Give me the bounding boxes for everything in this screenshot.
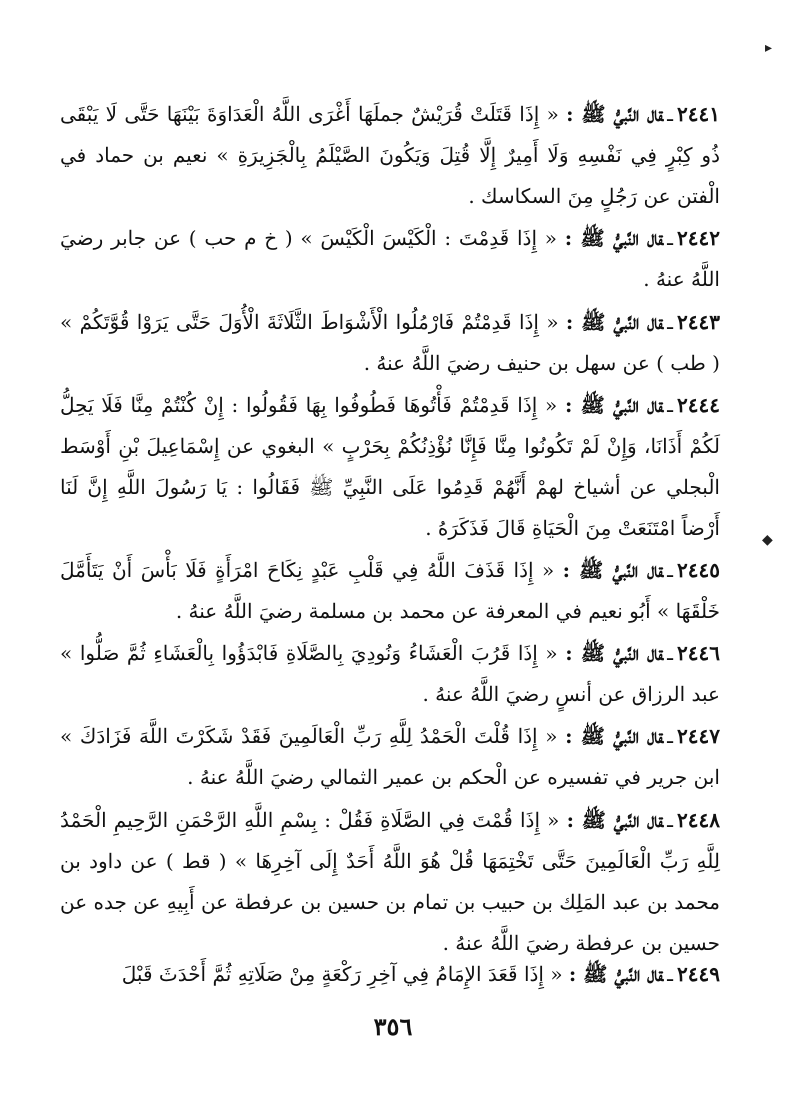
hadith-number: ٢٤٤٦: [677, 641, 720, 665]
speaker-label: قال النَّبيُّ ﷺ :: [565, 310, 664, 334]
separator: ـ: [667, 641, 674, 665]
hadith-2442: [60, 218, 720, 300]
hadith-text: « إِذَا قَدِمْتُمْ فَارْمُلُوا الْأَشْوَاطَ الثَّلَاثَةَ الْأُوَلَ حَتَّى يَرَوْا قُوَّتَكُمْ » ( طب ) عن سهل بن حنيف رضيَ اللَّهُ عنهُ .: [60, 310, 720, 375]
scan-mark: ▸: [765, 40, 773, 56]
hadith-2441: [60, 94, 720, 217]
hadith-number: ٢٤٤٩: [677, 962, 720, 986]
hadith-2443: [60, 302, 720, 384]
hadith-number: ٢٤٤٢: [677, 226, 720, 250]
speaker-label: قال النَّبيُّ ﷺ :: [565, 724, 664, 748]
separator: ـ: [667, 226, 674, 250]
hadith-2448: [60, 800, 720, 964]
hadith-number: ٢٤٤٨: [677, 808, 720, 832]
hadith-text: « إِذَا قَذَفَ اللَّهُ فِي قَلْبِ عَبْدٍ نِكَاحَ امْرَأَةٍ فَلَا بَأْسَ أَنْ يَتَأَمَّلَ خَلْقَهَا » أَبُو نعيم في المعرفة عن محمد بن مسلمة رضيَ اللَّهُ عنهُ .: [60, 558, 720, 623]
hadith-number: ٢٤٤٣: [677, 310, 720, 334]
hadith-text: « إِذَا قَتَلَتْ قُرَيْشٌ جملَهَا أَغْرَى اللَّهُ الْعَدَاوَةَ بَيْنَهَا حَتَّى لَا يَبْقَى ذُو كِبْرٍ فِي نَفْسِهِ وَلَا أَمِيرٌ إِلَّا قُتِلَ وَيَكُونَ الصَّيْلَمُ بِالْجَزِيرَةِ » نعيم بن حماد في الْفتن عن رَجُلٍ مِنَ السكاسك .: [60, 102, 720, 208]
hadith-number: ٢٤٤٤: [677, 393, 720, 417]
hadith-text: « إِذَا قَرُبَ الْعَشَاءُ وَنُودِيَ بِالصَّلَاةِ فَابْدَؤُوا بِالْعَشَاءِ ثُمَّ صَلُّوا » عبد الرزاق عن أنسٍ رضيَ اللَّهُ عنهُ .: [60, 641, 720, 706]
speaker-label: قال النَّبيُّ ﷺ :: [564, 226, 664, 250]
separator: ـ: [667, 724, 674, 748]
scan-mark: ◆: [762, 532, 773, 548]
hadith-number: ٢٤٤١: [677, 102, 720, 126]
separator: ـ: [667, 558, 674, 582]
speaker-label: قال النَّبيُّ ﷺ :: [568, 962, 664, 986]
separator: ـ: [667, 808, 674, 832]
speaker-label: قال النَّبيُّ ﷺ :: [566, 808, 664, 832]
separator: ـ: [667, 310, 674, 334]
page-number: ٣٥٦: [373, 1012, 413, 1041]
hadith-text: « إِذَا قَدِمْتَ : الْكَيْسَ الْكَيْسَ » ( خ م حب ) عن جابر رضيَ اللَّهُ عنهُ .: [60, 226, 720, 291]
hadith-number: ٢٤٤٥: [677, 558, 720, 582]
speaker-label: قال النَّبيُّ ﷺ :: [564, 393, 664, 417]
hadith-2447: [60, 716, 720, 798]
speaker-label: قال النَّبيُّ ﷺ :: [565, 641, 664, 665]
hadith-number: ٢٤٤٧: [677, 724, 720, 748]
hadith-text: « إِذَا قُمْتَ فِي الصَّلَاةِ فَقُلْ : بِسْمِ اللَّهِ الرَّحْمَنِ الرَّحِيمِ الْحَمْدُ لِلَّهِ رَبِّ الْعَالَمِينَ حَتَّى تَخْتِمَهَا قُلْ هُوَ اللَّهُ أَحَدٌ إِلَى آخِرِهَا » ( قط ) عن داود بن محمد بن عبد المَلِك بن حبيب بن تمام بن حسين بن عرفطة عن أَبِيهِ عن جده عن حسين بن عرفطة رضيَ اللَّهُ عنهُ .: [59, 808, 720, 955]
separator: ـ: [667, 393, 674, 417]
speaker-label: قال النَّبيُّ ﷺ :: [562, 558, 664, 582]
hadith-2446: [60, 633, 720, 715]
hadith-text: « إِذَا قَعَدَ الإِمَامُ فِي آخِرِ رَكْعَةٍ مِنْ صَلَاتِهِ ثُمَّ أَحْدَثَ قَبْلَ: [121, 962, 563, 986]
hadith-2444: [60, 385, 720, 549]
speaker-label: قال النَّبيُّ ﷺ :: [566, 102, 664, 126]
hadith-2445: [60, 550, 720, 632]
hadith-text: « إِذَا قَدِمْتُمْ فَأْتُوهَا فَطُوفُوا بِهَا فَقُولُوا : إِنْ كُنْتُمْ مِنَّا فَلَا يَحِلُّ لَكُمْ أَذَانَا، وَإِنْ لَمْ تَكُونُوا مِنَّا فَإِنَّا نُؤْذِنُكُمْ بِحَرْبٍ » البغوي عن إِسْمَاعِيلَ بْنِ أَوْسَط الْبجلي عن أشياخ لهمْ أَنَّهُمْ قَدِمُوا عَلَى النَّبِيِّ ﷺ فَقَالُوا : يَا رَسُولَ اللَّهِ إِنَّ لَنَا أَرْضاً امْتَنَعَتْ مِنَ الْحَيَاةِ قَالَ فَذَكَرَهُ .: [60, 393, 720, 540]
hadith-text: « إِذَا قُلْتَ الْحَمْدُ لِلَّهِ رَبِّ الْعَالَمِينَ فَقَدْ شَكَرْتَ اللَّهَ فَزَادَكَ » ابن جرير في تفسيره عن الْحكم بن عمير الثمالي رضيَ اللَّهُ عنهُ .: [60, 724, 720, 789]
hadith-2449: [60, 954, 720, 995]
separator: ـ: [667, 102, 674, 126]
separator: ـ: [667, 962, 674, 986]
